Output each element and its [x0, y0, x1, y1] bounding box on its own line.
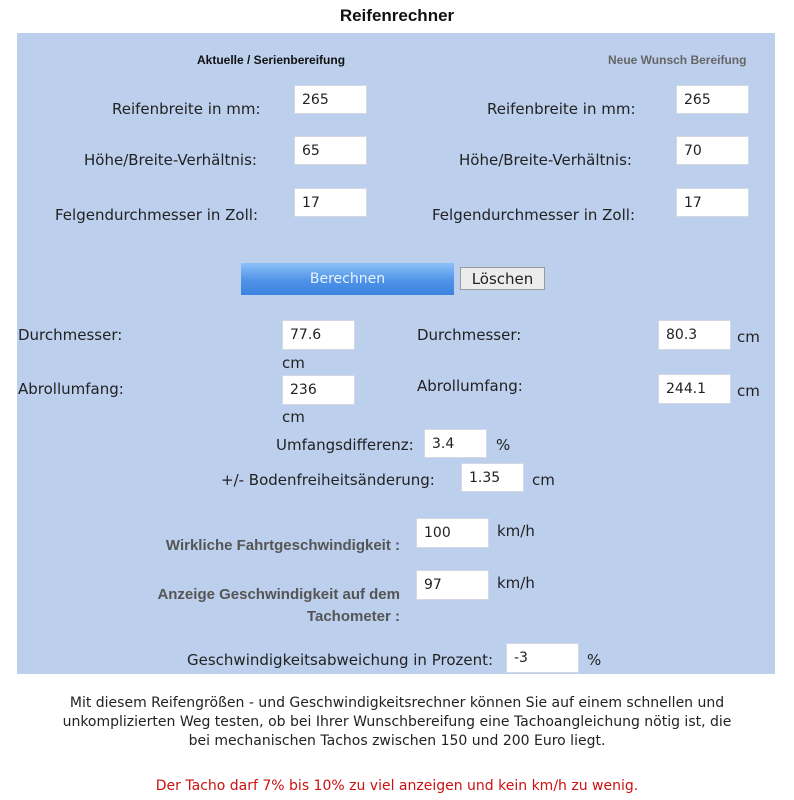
new-diameter-output — [658, 320, 731, 350]
current-diameter-output — [282, 320, 355, 350]
display-speed-label-line2: Tachometer : — [306, 608, 400, 625]
new-tires-heading: Neue Wunsch Bereifung — [608, 53, 747, 67]
calculator-panel — [17, 33, 775, 674]
calculate-button[interactable]: Berechnen — [241, 263, 454, 295]
new-rim-label: Felgendurchmesser in Zoll: — [432, 206, 635, 224]
clear-button[interactable]: Löschen — [460, 267, 545, 290]
warning-text: Der Tacho darf 7% bis 10% zu viel anzeigen und kein km/h zu wenig. — [155, 778, 639, 794]
current-width-input[interactable] — [294, 85, 367, 114]
speed-deviation-output — [506, 643, 579, 673]
description-text — [0, 694, 794, 751]
real-speed-unit: km/h — [497, 522, 535, 540]
new-circumference-output — [658, 374, 731, 404]
new-ratio-label: Höhe/Breite-Verhältnis: — [459, 151, 632, 169]
new-rim-input[interactable] — [676, 188, 749, 217]
current-rim-label: Felgendurchmesser in Zoll: — [55, 206, 258, 224]
speed-deviation-label: Geschwindigkeitsabweichung in Prozent: — [187, 651, 494, 669]
description-line-2: unkomplizierten Weg testen, ob bei Ihrer Wunschbereifung eine Tachoangleichung nötig ist, die — [62, 714, 732, 730]
new-circumference-unit: cm — [737, 382, 760, 400]
new-ratio-input[interactable] — [676, 136, 749, 165]
display-speed-unit: km/h — [497, 574, 535, 592]
circumference-difference-label: Umfangsdifferenz: — [276, 436, 414, 454]
real-speed-label: Wirkliche Fahrtgeschwindigkeit : — [165, 537, 400, 554]
circumference-difference-unit: % — [496, 436, 511, 454]
display-speed-input[interactable] — [416, 570, 489, 600]
ground-clearance-unit: cm — [532, 471, 555, 489]
new-diameter-label: Durchmesser: — [417, 326, 522, 344]
new-width-input[interactable] — [676, 85, 749, 114]
new-circumference-label: Abrollumfang: — [417, 377, 523, 395]
description-line-3: bei mechanischen Tachos zwischen 150 und 200 Euro liegt. — [188, 733, 606, 749]
current-circumference-label: Abrollumfang: — [18, 380, 124, 398]
display-speed-label-line1: Anzeige Geschwindigkeit auf dem — [157, 586, 400, 603]
ground-clearance-label: +/- Bodenfreiheitsänderung: — [221, 471, 435, 489]
current-circumference-unit: cm — [282, 408, 305, 426]
current-rim-input[interactable] — [294, 188, 367, 217]
description-line-1: Mit diesem Reifengrößen - und Geschwindigkeitsrechner können Sie auf einem schnellen und — [69, 695, 725, 711]
current-diameter-label: Durchmesser: — [18, 326, 123, 344]
current-ratio-label: Höhe/Breite-Verhältnis: — [84, 151, 257, 169]
new-diameter-unit: cm — [737, 328, 760, 346]
ground-clearance-output — [461, 463, 524, 492]
current-ratio-input[interactable] — [294, 136, 367, 165]
current-circumference-output — [282, 375, 355, 405]
real-speed-input[interactable] — [416, 518, 489, 548]
current-diameter-unit: cm — [282, 354, 305, 372]
current-width-label: Reifenbreite in mm: — [112, 100, 261, 118]
new-width-label: Reifenbreite in mm: — [487, 100, 636, 118]
speed-deviation-unit: % — [587, 651, 602, 669]
page-title: Reifenrechner — [339, 6, 455, 25]
circumference-difference-output — [424, 429, 487, 458]
current-tires-heading: Aktuelle / Serienbereifung — [197, 53, 346, 67]
